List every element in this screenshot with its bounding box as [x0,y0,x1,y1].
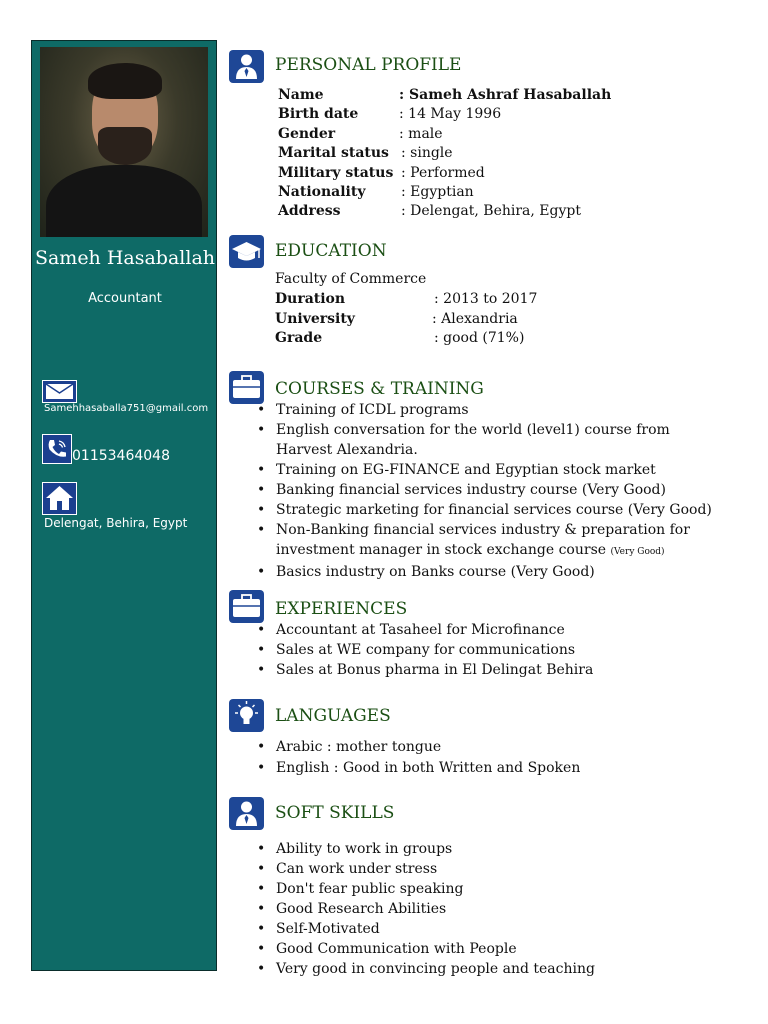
profile-label: Military status [278,164,394,181]
graduation-cap-icon [229,235,264,268]
list-item: • Good Communication with People [256,939,595,959]
sidebar-job-title: Accountant [88,291,162,306]
profile-label: Birth date [278,106,359,123]
section-title-soft-skills: SOFT SKILLS [275,803,395,823]
profile-value: : Performed [401,164,485,181]
education-table [275,270,695,350]
list-item: • Don't fear public speaking [256,879,595,899]
list-item [256,420,712,460]
profile-label: Nationality [278,184,366,200]
profile-label: Gender [278,125,336,142]
sidebar-name: Sameh Hasaballah [34,247,216,269]
education-faculty: Faculty of Commerce [275,271,427,287]
profile-table [278,86,698,226]
briefcase-icon [229,590,264,623]
list-item: • Banking financial services industry course (Very Good) [256,480,712,500]
list-item: • Sales at Bonus pharma in El Delingat Behira [256,660,593,680]
phone-icon [42,434,72,464]
list-item-line: Non-Banking financial services industry & preparation for [276,522,690,538]
person-icon [229,797,264,830]
list-item-grade: (Very Good) [610,547,665,557]
home-icon [42,482,77,515]
sidebar-phone[interactable]: 01153464048 [72,448,170,464]
sidebar-email[interactable]: Samehhasaballa751@gmail.com [44,403,209,414]
list-item: • Good Research Abilities [256,899,595,919]
list-item: • Strategic marketing for financial services course (Very Good) [256,500,712,520]
profile-value: : Egyptian [401,184,474,200]
list-item: • English : Good in both Written and Spoken [256,758,580,778]
person-icon [229,50,264,83]
education-value: : good (71%) [434,330,525,346]
education-value: : 2013 to 2017 [434,291,538,307]
soft-skills-list [256,839,595,979]
sidebar [31,40,217,971]
list-item: • Basics industry on Banks course (Very Good) [256,562,712,582]
courses-list [256,400,712,582]
list-item: • Self-Motivated [256,919,595,939]
list-item-line: English conversation for the world (level1) course from [276,422,670,438]
profile-label: Address [278,203,341,220]
section-title-experiences: EXPERIENCES [275,599,408,619]
profile-label: Marital status [278,145,389,162]
list-item: • Ability to work in groups [256,839,595,859]
profile-value: : male [399,125,443,142]
list-item: • Training on EG-FINANCE and Egyptian stock market [256,460,712,480]
list-item-line: investment manager in stock exchange course [276,542,607,558]
experiences-list [256,620,593,680]
profile-label: Name [278,87,324,103]
list-item: • Accountant at Tasaheel for Microfinance [256,620,593,640]
education-value: : Alexandria [432,310,518,327]
education-label: University [275,310,355,327]
profile-value: : single [401,145,453,162]
profile-value: : Delengat, Behira, Egypt [401,203,581,220]
section-title-languages: LANGUAGES [275,706,391,726]
education-label: Grade [275,330,323,346]
list-item-line: Harvest Alexandria. [276,442,418,458]
list-item: • Sales at WE company for communications [256,640,593,660]
list-item: • Training of ICDL programs [256,400,712,420]
languages-list [256,737,580,778]
profile-value: : 14 May 1996 [399,106,502,123]
section-title-courses: COURSES & TRAINING [275,379,484,399]
list-item: • Can work under stress [256,859,595,879]
education-label: Duration [275,291,346,307]
envelope-icon [42,380,77,403]
sidebar-address: Delengat, Behira, Egypt [44,516,188,530]
section-title-profile: PERSONAL PROFILE [275,55,462,75]
profile-photo [40,47,208,237]
list-item: • Very good in convincing people and teaching [256,959,595,979]
list-item: • Arabic : mother tongue [256,737,580,757]
list-item [256,520,712,562]
section-title-education: EDUCATION [275,241,387,261]
lightbulb-icon [229,699,264,732]
profile-value: : Sameh Ashraf Hasaballah [399,87,612,103]
